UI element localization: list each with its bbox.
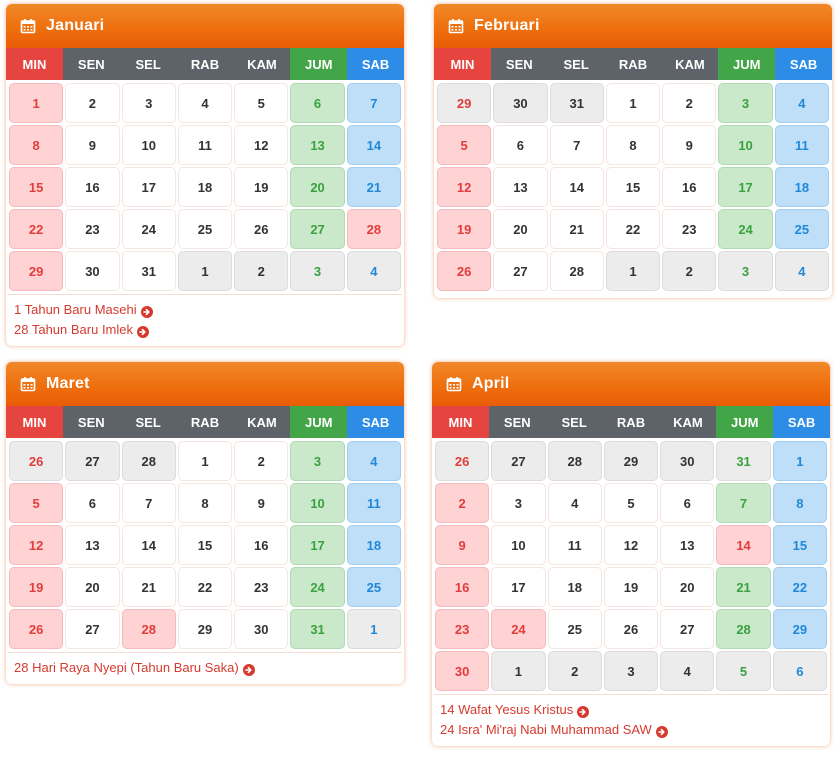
day-cell[interactable]: 18 (178, 167, 232, 207)
day-cell[interactable]: 24 (718, 209, 772, 249)
day-cell[interactable]: 30 (65, 251, 119, 291)
day-cell[interactable]: 23 (65, 209, 119, 249)
week-row (8, 250, 402, 292)
day-cell[interactable]: 26 (9, 609, 63, 649)
weekday-label: SEN (63, 48, 120, 80)
day-cell[interactable]: 19 (234, 167, 288, 207)
weekday-label: JUM (716, 406, 773, 438)
weekday-label: MIN (6, 48, 63, 80)
day-cell[interactable]: 11 (178, 125, 232, 165)
week-row (434, 482, 828, 524)
day-cell[interactable]: 8 (773, 483, 827, 523)
weekday-label: MIN (6, 406, 63, 438)
day-cell[interactable]: 20 (660, 567, 714, 607)
day-cell[interactable]: 18 (347, 525, 401, 565)
day-cell[interactable]: 3 (122, 83, 176, 123)
day-cell-outside-month[interactable]: 3 (604, 651, 658, 691)
arrow-circle-right-icon (577, 704, 589, 716)
day-cell[interactable]: 20 (493, 209, 547, 249)
day-cell[interactable]: 25 (347, 567, 401, 607)
weekday-label: SAB (347, 406, 404, 438)
calendar-januari (6, 4, 404, 346)
day-cell-outside-month[interactable]: 4 (347, 251, 401, 291)
month-title: Maret (46, 375, 90, 392)
week-row (436, 208, 830, 250)
day-cell-outside-month[interactable]: 26 (435, 441, 489, 481)
day-cell[interactable]: 18 (548, 567, 602, 607)
day-cell[interactable]: 1 (606, 83, 660, 123)
day-cell[interactable]: 10 (491, 525, 545, 565)
weekday-label: SAB (347, 48, 404, 80)
day-cell-outside-month[interactable]: 1 (606, 251, 660, 291)
holiday-label: 28 Tahun Baru Imlek (14, 322, 133, 337)
weekday-label: SEL (548, 48, 605, 80)
arrow-circle-right-icon (141, 304, 153, 316)
day-cell[interactable]: 9 (234, 483, 288, 523)
day-cell[interactable]: 16 (65, 167, 119, 207)
day-cell-outside-month[interactable]: 28 (122, 441, 176, 481)
weekday-label: SEN (489, 406, 546, 438)
day-cell-outside-month[interactable]: 26 (9, 441, 63, 481)
day-cell[interactable]: 7 (347, 83, 401, 123)
day-cell[interactable]: 20 (65, 567, 119, 607)
day-cell[interactable]: 10 (290, 483, 344, 523)
holiday-label: 14 Wafat Yesus Kristus (440, 702, 574, 717)
day-cell[interactable]: 18 (775, 167, 829, 207)
day-cell-outside-month[interactable]: 29 (437, 83, 491, 123)
week-row (8, 608, 402, 650)
day-cell[interactable]: 22 (178, 567, 232, 607)
week-row (436, 124, 830, 166)
day-cell[interactable]: 19 (437, 209, 491, 249)
day-cell[interactable]: 24 (290, 567, 344, 607)
day-cell[interactable]: 7 (550, 125, 604, 165)
day-grid (6, 438, 404, 650)
week-row (434, 524, 828, 566)
day-cell[interactable]: 4 (548, 483, 602, 523)
week-row (436, 82, 830, 124)
day-cell[interactable]: 28 (347, 209, 401, 249)
day-cell[interactable]: 13 (493, 167, 547, 207)
day-cell[interactable]: 1 (773, 441, 827, 481)
day-cell[interactable]: 13 (65, 525, 119, 565)
arrow-circle-right-icon (656, 724, 668, 736)
holiday-link[interactable] (14, 658, 396, 678)
day-cell[interactable]: 27 (660, 609, 714, 649)
weekday-label: JUM (718, 48, 775, 80)
weekday-label: KAM (233, 48, 290, 80)
calendar-header (6, 4, 404, 48)
day-cell-outside-month[interactable]: 31 (716, 441, 770, 481)
day-cell[interactable]: 25 (548, 609, 602, 649)
day-cell[interactable]: 2 (435, 483, 489, 523)
day-cell[interactable]: 17 (718, 167, 772, 207)
week-row (436, 250, 830, 292)
day-cell[interactable]: 30 (435, 651, 489, 691)
day-cell[interactable]: 4 (775, 83, 829, 123)
day-cell[interactable]: 23 (435, 609, 489, 649)
weekday-label: SEN (63, 406, 120, 438)
day-grid (6, 80, 404, 292)
calendar-april (432, 362, 830, 746)
day-cell[interactable]: 4 (347, 441, 401, 481)
day-cell[interactable]: 12 (9, 525, 63, 565)
day-cell[interactable]: 15 (9, 167, 63, 207)
calendar-februari (434, 4, 832, 298)
day-cell-outside-month[interactable]: 4 (775, 251, 829, 291)
day-cell[interactable]: 25 (178, 209, 232, 249)
calendar-header (6, 362, 404, 406)
day-cell[interactable]: 8 (606, 125, 660, 165)
day-cell-outside-month[interactable]: 1 (347, 609, 401, 649)
day-cell[interactable]: 13 (290, 125, 344, 165)
day-cell-outside-month[interactable]: 30 (660, 441, 714, 481)
weekday-label: SAB (775, 48, 832, 80)
weekday-header-row (432, 406, 830, 438)
holiday-link[interactable] (14, 320, 396, 340)
week-row (8, 524, 402, 566)
day-cell[interactable]: 16 (435, 567, 489, 607)
weekday-label: KAM (233, 406, 290, 438)
day-cell-outside-month[interactable]: 1 (491, 651, 545, 691)
week-row (8, 482, 402, 524)
day-cell[interactable]: 11 (548, 525, 602, 565)
day-cell-outside-month[interactable]: 31 (550, 83, 604, 123)
day-cell[interactable]: 17 (491, 567, 545, 607)
day-cell[interactable]: 2 (234, 441, 288, 481)
day-cell[interactable]: 26 (437, 251, 491, 291)
day-cell[interactable]: 31 (290, 609, 344, 649)
day-cell[interactable]: 14 (347, 125, 401, 165)
day-cell-outside-month[interactable]: 2 (234, 251, 288, 291)
day-cell[interactable]: 24 (122, 209, 176, 249)
day-cell-outside-month[interactable]: 5 (716, 651, 770, 691)
day-cell[interactable]: 30 (234, 609, 288, 649)
calendar-icon (20, 376, 36, 392)
day-cell[interactable]: 15 (773, 525, 827, 565)
day-cell[interactable]: 8 (9, 125, 63, 165)
weekday-label: RAB (177, 406, 234, 438)
day-cell[interactable]: 19 (604, 567, 658, 607)
weekday-label: RAB (603, 406, 660, 438)
day-cell[interactable]: 10 (718, 125, 772, 165)
calendar-header (434, 4, 832, 48)
day-cell-outside-month[interactable]: 27 (491, 441, 545, 481)
day-cell[interactable]: 1 (178, 441, 232, 481)
weekday-label: JUM (290, 48, 347, 80)
day-cell[interactable]: 17 (122, 167, 176, 207)
day-cell[interactable]: 21 (550, 209, 604, 249)
day-cell[interactable]: 27 (493, 251, 547, 291)
weekday-label: KAM (659, 406, 716, 438)
day-cell[interactable]: 14 (716, 525, 770, 565)
day-cell[interactable]: 6 (290, 83, 344, 123)
calendar-icon (446, 376, 462, 392)
weekday-label: JUM (290, 406, 347, 438)
day-cell-outside-month[interactable]: 6 (773, 651, 827, 691)
day-cell[interactable]: 22 (606, 209, 660, 249)
weekday-label: SEL (120, 48, 177, 80)
weekday-label: KAM (661, 48, 718, 80)
holiday-list (8, 652, 402, 684)
week-row (434, 608, 828, 650)
week-row (434, 566, 828, 608)
day-cell-outside-month[interactable]: 4 (660, 651, 714, 691)
weekday-label: SEL (120, 406, 177, 438)
day-grid (434, 80, 832, 292)
day-cell[interactable]: 26 (234, 209, 288, 249)
day-cell[interactable]: 14 (122, 525, 176, 565)
day-cell[interactable]: 2 (662, 83, 716, 123)
day-cell[interactable]: 11 (775, 125, 829, 165)
day-cell[interactable]: 12 (437, 167, 491, 207)
day-cell[interactable]: 7 (716, 483, 770, 523)
day-cell[interactable]: 28 (122, 609, 176, 649)
holiday-list (434, 694, 828, 746)
month-title: Januari (46, 17, 105, 34)
holiday-link[interactable] (14, 300, 396, 320)
holiday-label: 24 Isra' Mi'raj Nabi Muhammad SAW (440, 722, 652, 737)
day-cell[interactable]: 9 (435, 525, 489, 565)
day-cell[interactable]: 21 (347, 167, 401, 207)
calendar-maret (6, 362, 404, 684)
day-cell[interactable]: 5 (234, 83, 288, 123)
day-cell[interactable]: 5 (604, 483, 658, 523)
day-cell[interactable]: 17 (290, 525, 344, 565)
day-cell[interactable]: 20 (290, 167, 344, 207)
week-row (8, 166, 402, 208)
day-cell[interactable]: 15 (606, 167, 660, 207)
weekday-header-row (434, 48, 832, 80)
day-cell[interactable]: 11 (347, 483, 401, 523)
day-cell[interactable]: 6 (493, 125, 547, 165)
holiday-list (8, 294, 402, 346)
day-cell[interactable]: 15 (178, 525, 232, 565)
holiday-list (436, 294, 830, 298)
day-cell-outside-month[interactable]: 30 (493, 83, 547, 123)
day-cell[interactable]: 14 (550, 167, 604, 207)
month-title: Februari (474, 17, 540, 34)
day-cell[interactable]: 5 (9, 483, 63, 523)
day-cell-outside-month[interactable]: 1 (178, 251, 232, 291)
day-cell[interactable]: 3 (290, 441, 344, 481)
day-cell[interactable]: 23 (662, 209, 716, 249)
week-row (8, 82, 402, 124)
calendar-header (432, 362, 830, 406)
day-cell[interactable]: 8 (178, 483, 232, 523)
day-cell[interactable]: 10 (122, 125, 176, 165)
calendar-icon (448, 18, 464, 34)
day-cell[interactable]: 22 (773, 567, 827, 607)
week-row (8, 124, 402, 166)
day-cell[interactable]: 24 (491, 609, 545, 649)
day-cell-outside-month[interactable]: 29 (604, 441, 658, 481)
day-cell[interactable]: 16 (234, 525, 288, 565)
day-cell[interactable]: 13 (660, 525, 714, 565)
day-cell[interactable]: 3 (718, 83, 772, 123)
day-grid (432, 438, 830, 692)
day-cell[interactable]: 9 (65, 125, 119, 165)
weekday-label: RAB (605, 48, 662, 80)
day-cell[interactable]: 21 (122, 567, 176, 607)
week-row (436, 166, 830, 208)
week-row (434, 440, 828, 482)
day-cell[interactable]: 6 (660, 483, 714, 523)
weekday-label: MIN (432, 406, 489, 438)
day-cell[interactable]: 23 (234, 567, 288, 607)
day-cell[interactable]: 19 (9, 567, 63, 607)
day-cell[interactable]: 1 (9, 83, 63, 123)
weekday-label: SEN (491, 48, 548, 80)
weekday-label: SAB (773, 406, 830, 438)
week-row (8, 440, 402, 482)
day-cell[interactable]: 22 (9, 209, 63, 249)
day-cell[interactable]: 27 (65, 609, 119, 649)
week-row (8, 208, 402, 250)
calendar-icon (20, 18, 36, 34)
day-cell[interactable]: 28 (550, 251, 604, 291)
month-title: April (472, 375, 510, 392)
day-cell[interactable]: 2 (65, 83, 119, 123)
day-cell[interactable]: 28 (716, 609, 770, 649)
holiday-link[interactable] (440, 720, 822, 740)
day-cell-outside-month[interactable]: 2 (662, 251, 716, 291)
day-cell[interactable]: 4 (178, 83, 232, 123)
day-cell[interactable]: 25 (775, 209, 829, 249)
weekday-header-row (6, 48, 404, 80)
day-cell[interactable]: 29 (178, 609, 232, 649)
day-cell[interactable]: 31 (122, 251, 176, 291)
week-row (434, 650, 828, 692)
day-cell-outside-month[interactable]: 3 (718, 251, 772, 291)
day-cell-outside-month[interactable]: 3 (290, 251, 344, 291)
day-cell[interactable]: 27 (290, 209, 344, 249)
day-cell[interactable]: 9 (662, 125, 716, 165)
weekday-header-row (6, 406, 404, 438)
weekday-label: SEL (546, 406, 603, 438)
day-cell[interactable]: 12 (234, 125, 288, 165)
day-cell-outside-month[interactable]: 2 (548, 651, 602, 691)
day-cell[interactable]: 3 (491, 483, 545, 523)
arrow-circle-right-icon (137, 324, 149, 336)
weekday-label: RAB (177, 48, 234, 80)
weekday-label: MIN (434, 48, 491, 80)
day-cell-outside-month[interactable]: 27 (65, 441, 119, 481)
day-cell[interactable]: 5 (437, 125, 491, 165)
holiday-label: 28 Hari Raya Nyepi (Tahun Baru Saka) (14, 660, 239, 675)
day-cell[interactable]: 29 (9, 251, 63, 291)
day-cell[interactable]: 7 (122, 483, 176, 523)
week-row (8, 566, 402, 608)
day-cell[interactable]: 29 (773, 609, 827, 649)
arrow-circle-right-icon (243, 662, 255, 674)
day-cell[interactable]: 26 (604, 609, 658, 649)
day-cell[interactable]: 21 (716, 567, 770, 607)
holiday-label: 1 Tahun Baru Masehi (14, 302, 137, 317)
holiday-link[interactable] (440, 700, 822, 720)
day-cell[interactable]: 12 (604, 525, 658, 565)
day-cell-outside-month[interactable]: 28 (548, 441, 602, 481)
day-cell[interactable]: 6 (65, 483, 119, 523)
day-cell[interactable]: 16 (662, 167, 716, 207)
